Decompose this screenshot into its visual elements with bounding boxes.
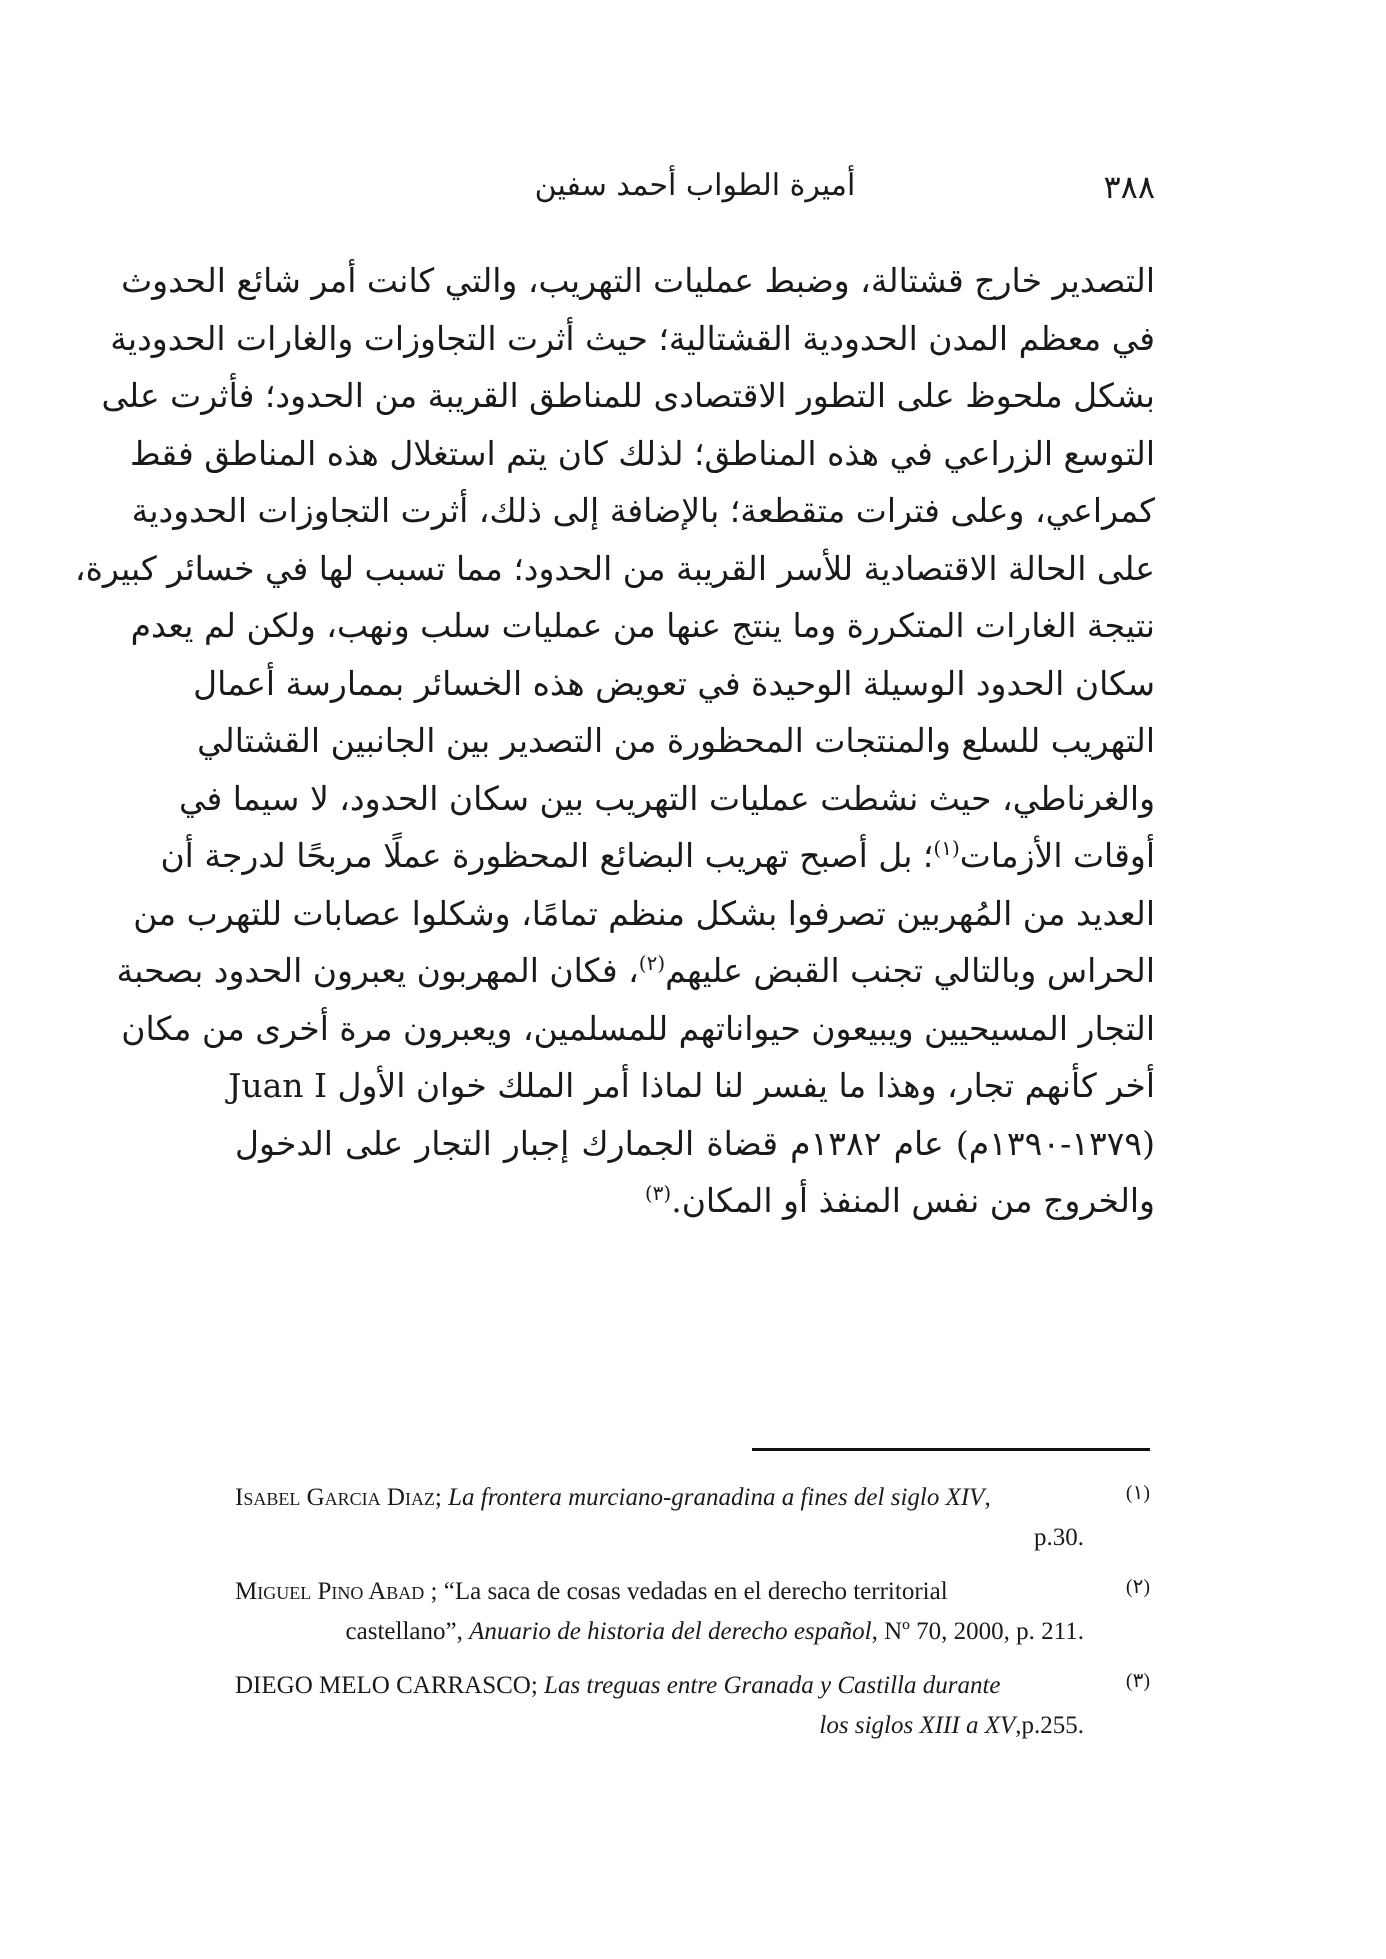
body-text bbox=[74, 252, 1155, 1230]
body-text-segment: الحراس وبالتالي تجنب القبض عليهم bbox=[665, 951, 1155, 990]
footnote-separator bbox=[752, 1448, 1150, 1451]
footnote-1 bbox=[235, 1478, 1150, 1558]
footnote-tail: , bbox=[984, 1484, 991, 1511]
body-line-footnote-3 bbox=[235, 1172, 1155, 1230]
footnote-ref-2[interactable]: (٢) bbox=[638, 951, 666, 975]
body-line-footnote-2 bbox=[116, 942, 1155, 1000]
footnote-text bbox=[235, 1572, 1114, 1652]
running-head: أميرة الطواب أحمد سفين bbox=[534, 168, 856, 203]
footnote-text bbox=[235, 1666, 1114, 1746]
body-line: والغرناطي، حيث نشطت عمليات التهريب بين سكان الحدود، لا سيما في bbox=[178, 778, 1155, 818]
body-text-segment: ؛ بل أصبح تهريب البضائع المحظورة عملًا مربحًا لدرجة أن bbox=[160, 836, 934, 875]
footnote-author: DIEGO MELO CARRASCO; bbox=[235, 1672, 538, 1699]
body-text-segment: ، فكان المهربون يعبرون الحدود بصحبة bbox=[116, 951, 639, 990]
footnote-article: ; “La saca de cosas vedadas en el derecho territorial bbox=[424, 1578, 948, 1605]
body-line: العديد من المُهربين تصرفوا بشكل منظم تمامًا، وشكلوا عصابات للتهرب من bbox=[133, 893, 1155, 933]
footnote-continuation: p.30. bbox=[1034, 1524, 1084, 1551]
body-line: التصدير خارج قشتالة، وضبط عمليات التهريب، والتي كانت أمر شائع الحدوث bbox=[121, 261, 1155, 300]
footnote-author: Isabel Garcia Diaz; bbox=[235, 1484, 442, 1511]
body-text-segment: والخروج من نفس المنفذ أو المكان. bbox=[671, 1181, 1155, 1220]
footnote-3 bbox=[235, 1666, 1150, 1746]
footnote-text bbox=[235, 1478, 1114, 1558]
body-line-juan bbox=[228, 1057, 1155, 1115]
body-line: التهريب للسلع والمنتجات المحظورة من التصدير بين الجانبين القشتالي bbox=[197, 721, 1155, 760]
body-line: (١٣٧٩-١٣٩٠م) عام ١٣٨٢م قضاة الجمارك إجبار التجار على الدخول bbox=[235, 1123, 1155, 1163]
body-line: التوسع الزراعي في هذه المناطق؛ لذلك كان يتم استغلال هذه المناطق فقط bbox=[129, 433, 1155, 473]
body-line: على الحالة الاقتصادية للأسر القريبة من الحدود؛ مما تسبب لها في خسائر كبيرة، bbox=[74, 548, 1155, 588]
body-line: سكان الحدود الوسيلة الوحيدة في تعويض هذه الخسائر بممارسة أعمال bbox=[193, 663, 1155, 703]
footnote-journal: Anuario de historia del derecho español bbox=[469, 1618, 872, 1645]
footnote-tail: ,p.255. bbox=[1015, 1712, 1084, 1739]
body-line: نتيجة الغارات المتكررة وما ينتج عنها من عمليات سلب ونهب، ولكن لم يعدم bbox=[130, 606, 1155, 645]
footnote-continuation bbox=[235, 1612, 1114, 1652]
footnote-ref-3[interactable]: (٣) bbox=[644, 1181, 672, 1205]
body-text-segment: أوقات الأزمات bbox=[959, 836, 1155, 875]
footnote-title: Las treguas entre Granada y Castilla durante bbox=[544, 1672, 1001, 1699]
footnote-number: (٢) bbox=[1125, 1576, 1150, 1598]
footnote-number: (٣) bbox=[1125, 1670, 1150, 1692]
footnotes bbox=[235, 1478, 1150, 1760]
footnote-number: (١) bbox=[1125, 1482, 1150, 1504]
body-line: التجار المسيحيين ويبيعون حيواناتهم للمسلمين، ويعبرون مرة أخرى من مكان bbox=[121, 1008, 1155, 1048]
footnote-article-cont: castellano”, bbox=[345, 1618, 470, 1645]
footnote-2 bbox=[235, 1572, 1150, 1652]
footnote-title: La frontera murciano-granadina a fines del siglo XIV bbox=[448, 1484, 985, 1511]
footnote-tail: , Nº 70, 2000, p. 211. bbox=[871, 1618, 1084, 1645]
footnote-author: Miguel Pino Abad bbox=[235, 1578, 425, 1605]
footnote-continuation bbox=[235, 1706, 1114, 1746]
body-line: بشكل ملحوظ على التطور الاقتصادى للمناطق القريبة من الحدود؛ فأثرت على bbox=[101, 376, 1155, 415]
footnote-ref-1[interactable]: (١) bbox=[933, 836, 960, 860]
body-line-footnote-1 bbox=[160, 827, 1155, 885]
page-number: ٣٨٨ bbox=[1103, 168, 1155, 206]
body-line: في معظم المدن الحدودية القشتالية؛ حيث أثرت التجاوزات والغارات الحدودية bbox=[110, 318, 1155, 358]
body-text-segment: أخر كأنهم تجار، وهذا ما يفسر لنا لماذا أمر الملك خوان الأول bbox=[327, 1066, 1155, 1105]
page-header bbox=[235, 168, 1155, 218]
latin-name: Juan I bbox=[228, 1066, 328, 1105]
footnote-title-cont: los siglos XIII a XV bbox=[819, 1712, 1016, 1739]
body-line: كمراعي، وعلى فترات متقطعة؛ بالإضافة إلى ذلك، أثرت التجاوزات الحدودية bbox=[131, 491, 1155, 530]
